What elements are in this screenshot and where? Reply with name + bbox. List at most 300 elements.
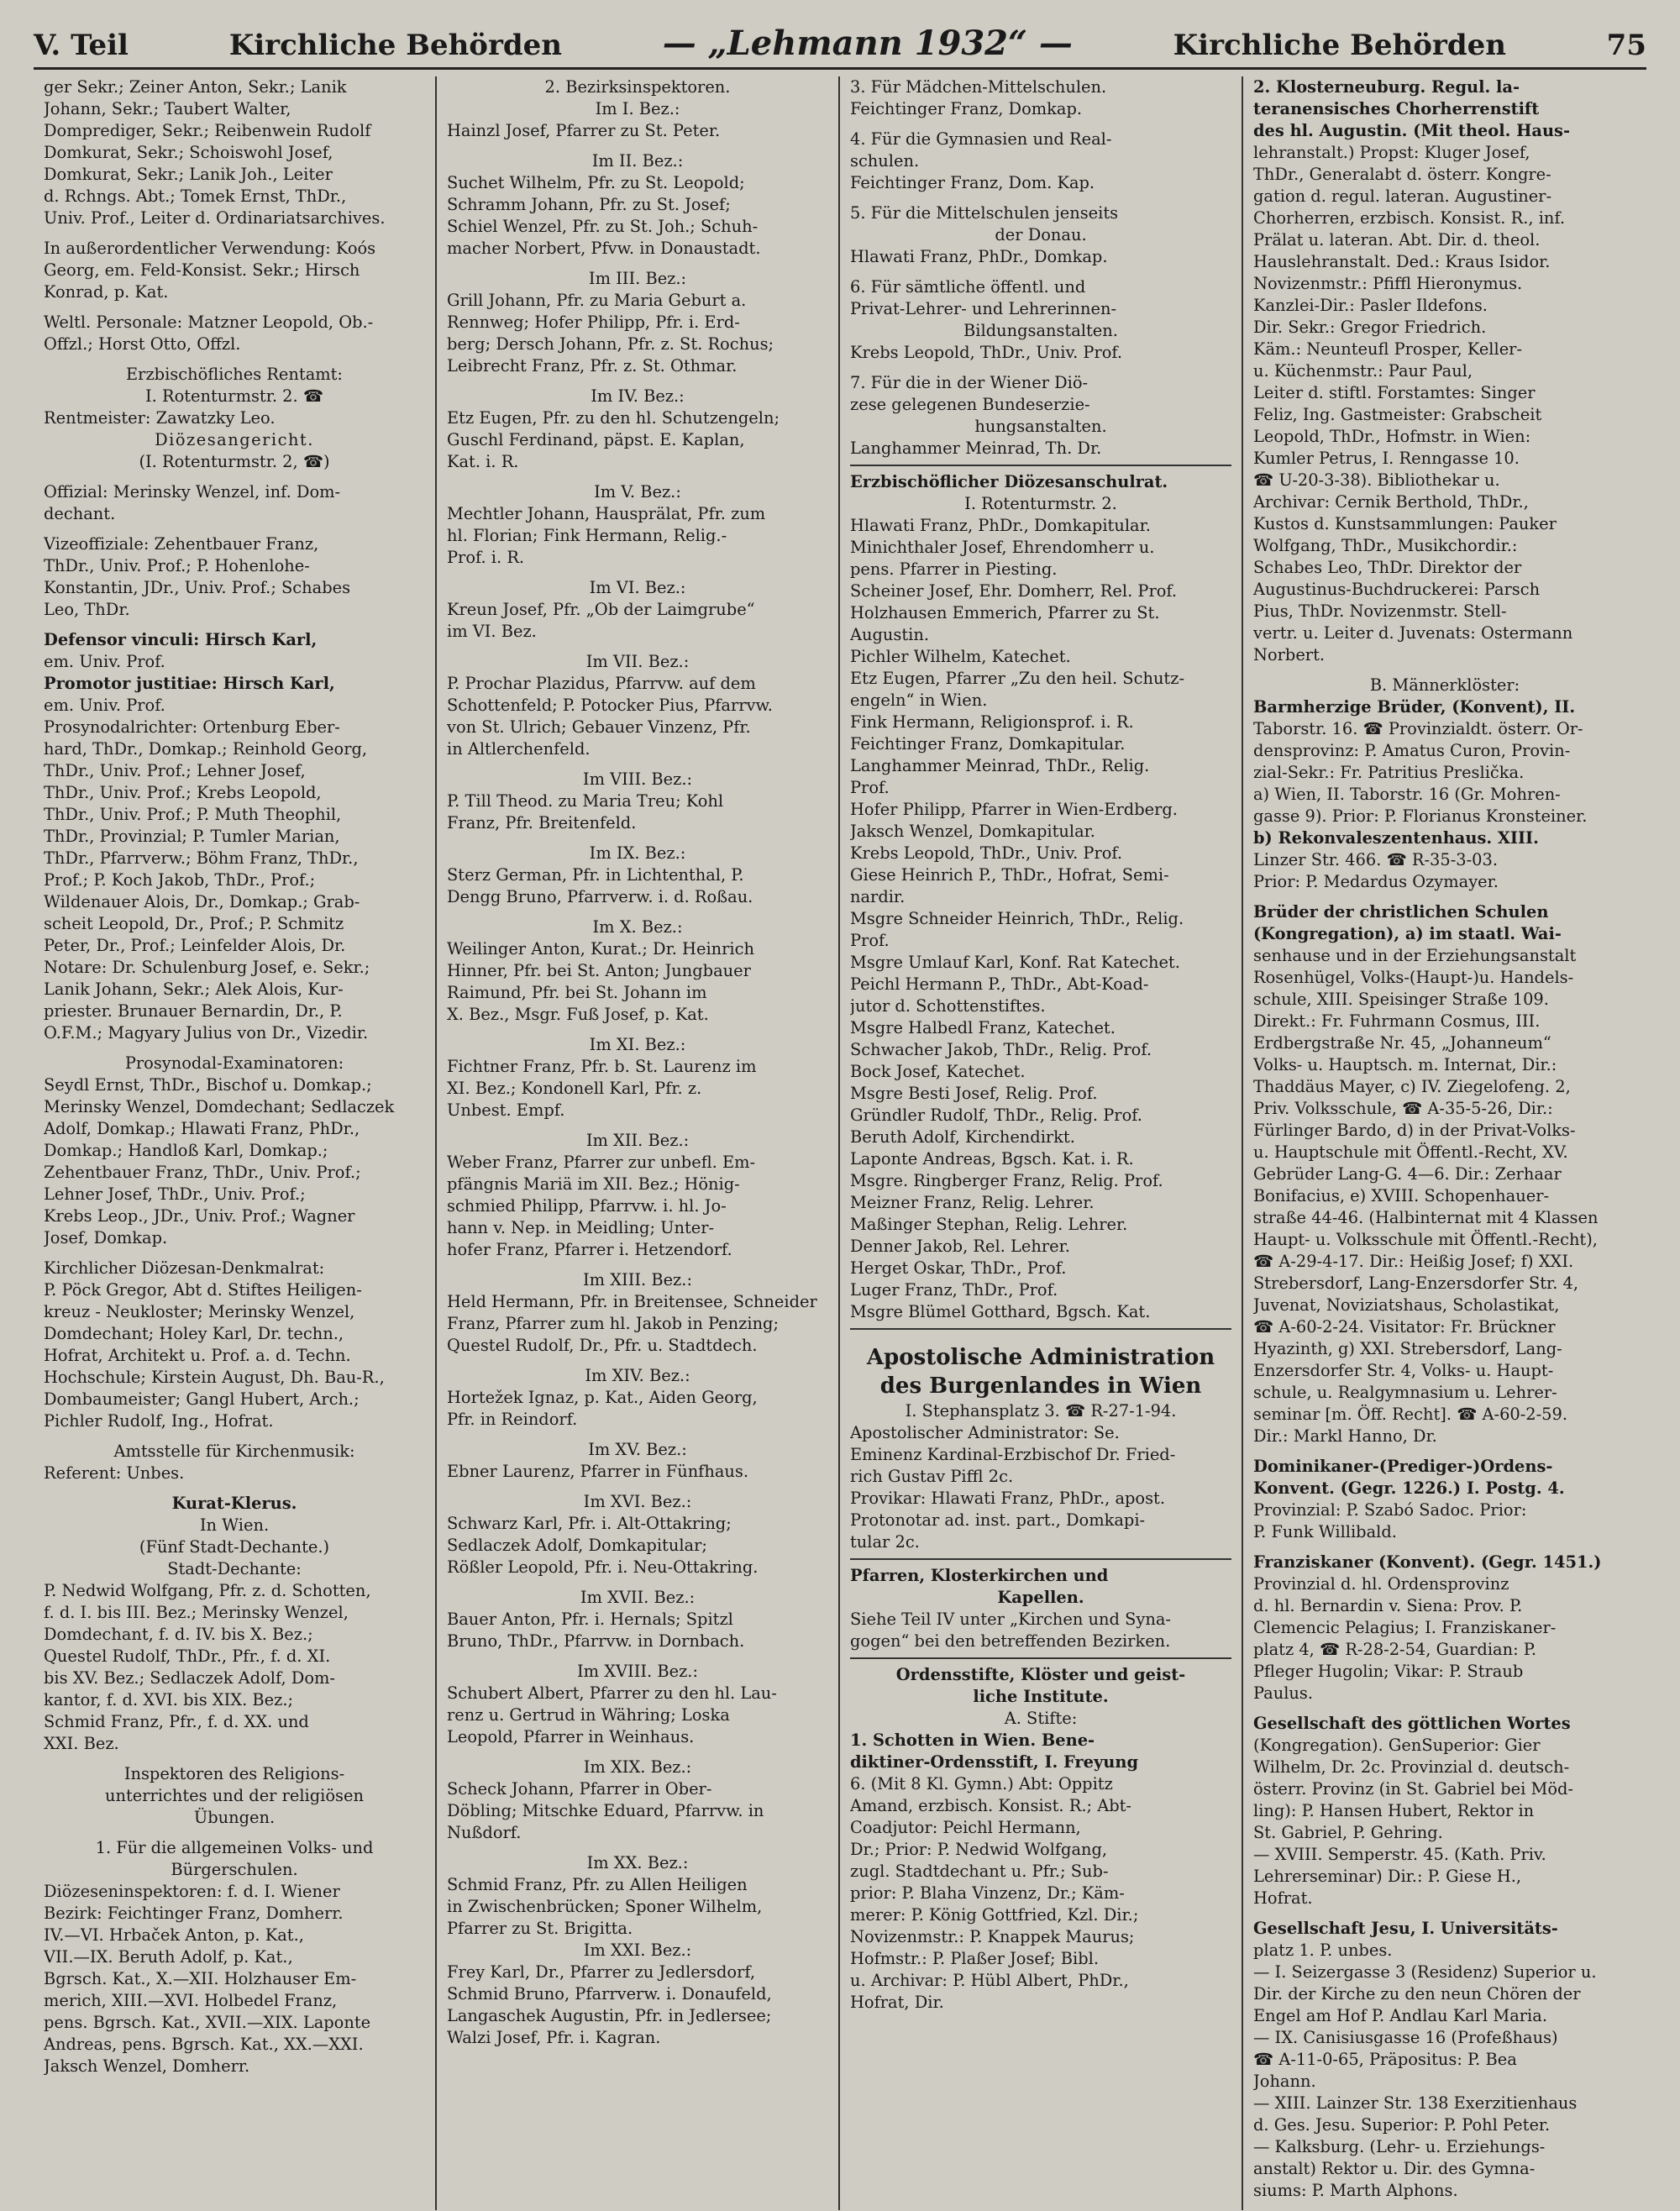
text-line: Engel am Hof P. Andlau Karl Maria. <box>1253 2006 1547 2025</box>
text-line: Döbling; Mitschke Eduard, Pfarrvw. in <box>447 1801 764 1820</box>
spacer <box>1253 1543 1636 1552</box>
spacer <box>447 834 828 843</box>
text-line: hard, ThDr., Domkap.; Reinhold Georg, <box>44 739 368 759</box>
text-line: Kumler Petrus, I. Renngasse 10. <box>1253 449 1520 468</box>
text-line: ThDr., Provinzial; P. Tumler Marian, <box>44 827 340 846</box>
text-line: Im V. Bez.: <box>594 482 681 502</box>
spacer <box>850 364 1231 372</box>
text-line: 2. Klosterneuburg. Regul. la- <box>1253 77 1520 97</box>
text-line: Schabes Leo, ThDr. Direktor der <box>1253 558 1522 577</box>
text-line: — I. Seizergasse 3 (Residenz) Superior u. <box>1253 1962 1597 1982</box>
text-line: Hofrat, Architekt u. Prof. a. d. Techn. <box>44 1346 351 1365</box>
text-line: XI. Bez.; Kondonell Karl, Pfr. z. <box>447 1079 702 1098</box>
text-line: Im XIII. Bez.: <box>583 1270 692 1289</box>
text-line: 1. Für die allgemeinen Volks- und <box>95 1838 374 1857</box>
text-line: Fürlinger Bardo, d) in der Privat-Volks- <box>1253 1121 1576 1140</box>
text-line: Protonotar ad. inst. part., Domkapi- <box>850 1510 1146 1530</box>
text-line: 4. Für die Gymnasien und Real- <box>850 129 1112 149</box>
text-line: Kirchlicher Diözesan-Denkmalrat: <box>44 1258 325 1278</box>
spacer <box>447 760 828 769</box>
text-line: Domkurat, Sekr.; Lanik Joh., Leiter <box>44 165 333 184</box>
text-line: Rennweg; Hofer Philipp, Pfr. i. Erd- <box>447 312 740 332</box>
text-line: Im III. Bez.: <box>588 269 687 288</box>
text-line: Im I. Bez.: <box>595 99 680 118</box>
text-line: gasse 9). Prior: P. Florianus Kronsteiner. <box>1253 806 1588 826</box>
text-line: 6. (Mit 8 Kl. Gymn.) Abt: Oppitz <box>850 1774 1113 1793</box>
text-line: liche Institute. <box>973 1687 1109 1706</box>
text-line: 2. Bezirksinspektoren. <box>544 77 731 97</box>
text-line: Hlawati Franz, PhDr., Domkap. <box>850 247 1108 266</box>
text-line: Haupt- u. Volksschule mit Öffentl.-Recht), <box>1253 1230 1598 1249</box>
text-line: Käm.: Neunteufl Prosper, Keller- <box>1253 339 1523 359</box>
text-line: seminar [m. Öff. Recht]. ☎ A-60-2-59. <box>1253 1405 1568 1424</box>
text-line: österr. Provinz (in St. Gabriel bei Möd- <box>1253 1779 1573 1799</box>
text-line: Jaksch Wenzel, Domkapitular. <box>850 822 1095 841</box>
text-line: Hofmstr.: P. Plaßer Josef; Bibl. <box>850 1949 1099 1968</box>
text-line: Giese Heinrich P., ThDr., Hofrat, Semi- <box>850 865 1169 885</box>
text-line: Konstantin, JDr., Univ. Prof.; Schabes <box>44 578 351 597</box>
text-line: Domkap.; Handloß Karl, Domkap.; <box>44 1141 328 1160</box>
page-header <box>34 24 1646 70</box>
text-line: Merinsky Wenzel, Domdechant; Sedlaczek <box>44 1097 395 1116</box>
section-heading: Apostolische Administration <box>866 1345 1215 1370</box>
text-line: Minichthaler Josef, Ehrendomherr u. <box>850 538 1155 557</box>
text-line: Apostolischer Administrator: Se. <box>850 1423 1120 1442</box>
text-line: Zehentbauer Franz, ThDr., Univ. Prof.; <box>44 1163 361 1182</box>
text-line: hann v. Nep. in Meidling; Unter- <box>447 1218 715 1237</box>
text-line: senhause und in der Erziehungsanstalt <box>1253 946 1577 965</box>
text-line: Amand, erzbisch. Konsist. R.; Abt- <box>850 1796 1131 1815</box>
text-line: Im XIV. Bez.: <box>585 1366 690 1385</box>
text-line: Prosynodalrichter: Ortenburg Eber- <box>44 717 340 737</box>
text-line: Domprediger, Sekr.; Reibenwein Rudolf <box>44 121 371 140</box>
text-line: ger Sekr.; Zeiner Anton, Sekr.; Lanik <box>44 77 347 97</box>
text-line: Thaddäus Mayer, c) IV. Ziegelofeng. 2, <box>1253 1077 1571 1096</box>
text-line: Josef, Domkap. <box>44 1228 168 1247</box>
text-line: Vizeoffiziale: Zehentbauer Franz, <box>44 534 319 554</box>
text-line: Konrad, p. Kat. <box>44 282 169 302</box>
text-line: diktiner-Ordensstift, I. Freyung <box>850 1752 1139 1772</box>
text-line: Jaksch Wenzel, Domherr. <box>44 2056 250 2076</box>
spacer <box>447 1483 828 1491</box>
text-line: d. Rchngs. Abt.; Tomek Ernst, ThDr., <box>44 186 347 206</box>
text-line: straße 44-46. (Halbinternat mit 4 Klassen <box>1253 1208 1599 1227</box>
text-line: Ebner Laurenz, Pfarrer in Fünfhaus. <box>447 1462 749 1481</box>
spacer <box>44 1755 425 1763</box>
text-line: Denner Jakob, Rel. Lehrer. <box>850 1237 1070 1256</box>
text-line: renz u. Gertrud in Währing; Loska <box>447 1705 730 1725</box>
text-line: Archivar: Cernik Berthold, ThDr., <box>1253 492 1529 512</box>
text-line: hl. Florian; Fink Hermann, Relig.- <box>447 526 727 545</box>
text-line: vertr. u. Leiter d. Juvenats: Ostermann <box>1253 623 1573 643</box>
text-line: f. d. I. bis III. Bez.; Merinsky Wenzel, <box>44 1603 349 1622</box>
text-line: jutor d. Schottenstiftes. <box>850 996 1046 1016</box>
column-divider <box>850 1558 1231 1560</box>
text-line: anstalt) Rektor u. Dir. des Gymna- <box>1253 2159 1536 2178</box>
text-line: lehranstalt.) Propst: Kluger Josef, <box>1253 143 1530 162</box>
text-line: Pfarrer zu St. Brigitta. <box>447 1919 633 1938</box>
text-line: Novizenmstr.: P. Knappek Maurus; <box>850 1927 1135 1946</box>
text-line: Bürgerschulen. <box>171 1860 298 1879</box>
text-line: Schubert Albert, Pfarrer zu den hl. Lau- <box>447 1683 777 1703</box>
text-line: Scheck Johann, Pfarrer in Ober- <box>447 1779 712 1799</box>
spacer <box>447 643 828 651</box>
text-line: pens. Pfarrer in Piesting. <box>850 559 1058 579</box>
text-line: Dengg Bruno, Pfarrverw. i. d. Roßau. <box>447 887 753 906</box>
text-line: XXI. Bez. <box>44 1734 119 1753</box>
text-line: Hlawati Franz, PhDr., Domkapitular. <box>850 516 1151 535</box>
text-line: dechant. <box>44 504 116 523</box>
text-line: Held Hermann, Pfr. in Breitensee, Schneider <box>447 1292 817 1311</box>
text-line: hungsanstalten. <box>974 417 1107 436</box>
text-line: Hofrat, Dir. <box>850 1993 944 2012</box>
spacer <box>447 1026 828 1034</box>
text-line: d. Ges. Jesu. Superior: P. Pohl Peter. <box>1253 2115 1551 2135</box>
text-line: nardir. <box>850 887 906 906</box>
text-line: Priv. Volksschule, ☎ A-35-5-26, Dir.: <box>1253 1099 1553 1118</box>
text-line: Schottenfeld; P. Potocker Pius, Pfarrvw. <box>447 696 773 715</box>
text-line: Barmherzige Brüder, (Konvent), II. <box>1253 697 1576 717</box>
text-line: in Altlerchenfeld. <box>447 739 591 759</box>
text-line: Leopold, ThDr., Hofmstr. in Wien: <box>1253 427 1531 446</box>
text-line: Amtsstelle für Kirchenmusik: <box>113 1442 355 1461</box>
text-line: merich, XIII.—XVI. Holbedel Franz, <box>44 1991 338 2010</box>
text-line: P. Till Theod. zu Maria Treu; Kohl <box>447 791 724 811</box>
header-title: — „Lehmann 1932“ — <box>662 24 1073 63</box>
text-line: hofer Franz, Pfarrer i. Hetzendorf. <box>447 1240 732 1259</box>
text-line: von St. Ulrich; Gebauer Vinzenz, Pfr. <box>447 717 751 737</box>
spacer <box>447 1748 828 1757</box>
text-line: Prälat u. lateran. Abt. Dir. d. theol. <box>1253 230 1541 249</box>
text-line: Bonifacius, e) XVIII. Schopenhauer- <box>1253 1186 1550 1205</box>
text-line: Gebrüder Lang-G. 4—6. Dir.: Zerhaar <box>1253 1164 1562 1184</box>
text-line: Erdbergstraße Nr. 45, „Johanneum“ <box>1253 1033 1551 1053</box>
text-line: Juvenat, Noviziatshaus, Scholastikat, <box>1253 1295 1560 1315</box>
text-line: Wolfgang, ThDr., Musikchordir.: <box>1253 536 1518 555</box>
text-line: gation d. regul. lateran. Augustiner- <box>1253 186 1552 206</box>
text-line: Seydl Ernst, ThDr., Bischof u. Domkap.; <box>44 1075 372 1095</box>
text-line: Krebs Leopold, ThDr., Univ. Prof. <box>850 343 1123 362</box>
text-line: ☎ A-29-4-17. Dir.: Heißig Josef; f) XXI. <box>1253 1252 1574 1271</box>
text-line: Bruno, ThDr., Pfarrvw. in Dornbach. <box>447 1631 745 1651</box>
text-line: I. Stephansplatz 3. ☎ R-27-1-94. <box>905 1401 1177 1421</box>
text-line: I. Rotenturmstr. 2. <box>964 494 1117 513</box>
text-line: Johann. <box>1253 2072 1316 2091</box>
text-line: teranensisches Chorherrenstift <box>1253 99 1540 118</box>
text-line: berg; Dersch Johann, Pfr. z. St. Rochus; <box>447 334 774 354</box>
text-line: Hortežek Ignaz, p. Kat., Aiden Georg, <box>447 1388 758 1407</box>
text-line: ThDr., Univ. Prof.; P. Muth Theophil, <box>44 805 342 824</box>
text-line: Sterz German, Pfr. in Lichtenthal, P. <box>447 865 744 885</box>
text-line: Msgre Schneider Heinrich, ThDr., Relig. <box>850 909 1184 928</box>
text-line: priester. Brunauer Bernardin, Dr., P. <box>44 1001 343 1021</box>
text-line: u. Archivar: P. Hübl Albert, PhDr., <box>850 1971 1129 1990</box>
text-line: Pfleger Hugolin; Vikar: P. Straub <box>1253 1662 1524 1681</box>
text-line: Pichler Rudolf, Ing., Hofrat. <box>44 1411 274 1431</box>
text-line: Offzl.; Horst Otto, Offzl. <box>44 334 241 354</box>
text-line: Fink Hermann, Religionsprof. i. R. <box>850 712 1134 732</box>
text-line: — XVIII. Semperstr. 45. (Kath. Priv. <box>1253 1845 1546 1864</box>
text-line: Hofer Philipp, Pfarrer in Wien-Erdberg. <box>850 800 1178 819</box>
text-line: Questel Rudolf, ThDr., Pfr., f. d. XI. <box>44 1646 331 1666</box>
spacer <box>850 1335 1231 1343</box>
text-line: Strebersdorf, Lang-Enzersdorfer Str. 4, <box>1253 1274 1579 1293</box>
text-line: — XIII. Lainzer Str. 138 Exerzitienhaus <box>1253 2093 1578 2113</box>
text-line: Georg, em. Feld-Konsist. Sekr.; Hirsch <box>44 260 360 280</box>
text-line: Provinzial d. hl. Ordensprovinz <box>1253 1574 1509 1594</box>
column-1 <box>34 76 437 2210</box>
text-line: Leiter d. stiftl. Forstamtes: Singer <box>1253 383 1536 402</box>
text-line: Im XVII. Bez.: <box>580 1588 696 1607</box>
text-line: Johann, Sekr.; Taubert Walter, <box>44 99 291 118</box>
text-line: Franz, Pfr. Breitenfeld. <box>447 813 637 832</box>
text-line: schule, u. Realgymnasium u. Lehrer- <box>1253 1383 1557 1402</box>
text-line: Wilhelm, Dr. 2c. Provinzial d. deutsch- <box>1253 1757 1570 1777</box>
text-line: Sedlaczek Adolf, Domkapitular; <box>447 1536 707 1555</box>
column-divider <box>850 465 1231 466</box>
text-line: Im IX. Bez.: <box>589 843 686 863</box>
text-line: d. hl. Bernardin v. Siena: Prov. P. <box>1253 1596 1523 1615</box>
text-line: Gesellschaft des göttlichen Wortes <box>1253 1714 1571 1733</box>
text-line: b) Rekonvaleszentenhaus. XIII. <box>1253 828 1539 848</box>
text-line: Im X. Bez.: <box>592 917 683 937</box>
text-line: Referent: Unbes. <box>44 1463 185 1483</box>
text-line: Norbert. <box>1253 645 1326 664</box>
spacer <box>850 120 1231 129</box>
text-line: Taborstr. 16. ☎ Provinzialdt. österr. Or- <box>1253 719 1583 738</box>
text-line: 1. Schotten in Wien. Bene- <box>850 1730 1095 1750</box>
text-line: Im XII. Bez.: <box>585 1131 690 1150</box>
text-line: Im VII. Bez.: <box>585 652 690 671</box>
text-line: Im VI. Bez.: <box>589 578 686 597</box>
text-line: Volks- u. Hauptsch. m. Internat, Dir.: <box>1253 1055 1557 1074</box>
text-line: der Donau. <box>995 225 1087 244</box>
spacer <box>447 1261 828 1269</box>
text-line: Leibrecht Franz, Pfr. z. St. Othmar. <box>447 356 738 376</box>
text-line: Frey Karl, Dr., Pfarrer zu Jedlersdorf, <box>447 1962 756 1982</box>
text-line: Kat. i. R. <box>447 452 519 471</box>
text-line: Pichler Wilhelm, Katechet. <box>850 647 1071 666</box>
text-line: unterrichtes und der religiösen <box>105 1786 364 1805</box>
text-line: (Fünf Stadt-Dechante.) <box>139 1537 330 1557</box>
text-line: gogen“ bei den betreffenden Bezirken. <box>850 1631 1171 1651</box>
text-line: X. Bez., Msgr. Fuß Josef, p. Kat. <box>447 1005 709 1024</box>
text-line: Feichtinger Franz, Domkapitular. <box>850 734 1126 754</box>
text-line: 3. Für Mädchen-Mittelschulen. <box>850 77 1107 97</box>
spacer <box>850 194 1231 202</box>
text-line: Pfarren, Klosterkirchen und <box>850 1566 1109 1585</box>
text-line: Dr.; Prior: P. Nedwid Wolfgang, <box>850 1840 1108 1859</box>
text-line: Im XX. Bez.: <box>586 1853 689 1872</box>
column-divider <box>850 1657 1231 1659</box>
text-line: Im II. Bez.: <box>591 151 684 171</box>
text-line: platz 4, ☎ R-28-2-54, Guardian: P. <box>1253 1640 1537 1659</box>
spacer <box>44 1044 425 1053</box>
text-line: Franz, Pfarrer zum hl. Jakob in Penzing; <box>447 1314 779 1333</box>
text-line: Brüder der christlichen Schulen <box>1253 902 1549 922</box>
text-line: Univ. Prof., Leiter d. Ordinariatsarchives. <box>44 208 386 228</box>
spacer <box>447 260 828 268</box>
text-line: Dir. Sekr.: Gregor Friedrich. <box>1253 318 1487 337</box>
text-line: VII.—IX. Beruth Adolf, p. Kat., <box>44 1947 293 1967</box>
text-line: Langhammer Meinrad, Th. Dr. <box>850 439 1102 458</box>
text-line: Weilinger Anton, Kurat.; Dr. Heinrich <box>447 939 754 958</box>
text-line: Stadt-Dechante: <box>167 1559 302 1578</box>
text-line: em. Univ. Prof. <box>44 652 165 671</box>
text-line: Erzbischöflicher Diözesanschulrat. <box>850 472 1168 491</box>
text-line: Walzi Josef, Pfr. i. Kagran. <box>447 2028 661 2047</box>
text-line: engeln“ in Wien. <box>850 691 988 710</box>
text-line: Grill Johann, Pfr. zu Maria Geburt a. <box>447 291 747 310</box>
text-line: schmied Philipp, Pfarrvw. i. hl. Jo- <box>447 1196 727 1216</box>
text-line: Direkt.: Fr. Fuhrmann Cosmus, III. <box>1253 1011 1541 1031</box>
text-line: Kapellen. <box>997 1588 1084 1607</box>
text-line: zese gelegenen Bundeserzie- <box>850 395 1090 414</box>
text-line: a) Wien, II. Taborstr. 16 (Gr. Mohren- <box>1253 785 1561 804</box>
text-line: Konvent. (Gegr. 1226.) I. Postg. 4. <box>1253 1478 1565 1498</box>
text-line: P. Nedwid Wolfgang, Pfr. z. d. Schotten, <box>44 1581 371 1600</box>
text-line: P. Funk Willibald. <box>1253 1522 1397 1541</box>
text-line: Msgre. Ringberger Franz, Relig. Prof. <box>850 1171 1163 1190</box>
text-line: O.F.M.; Magyary Julius von Dr., Vizedir. <box>44 1023 369 1042</box>
text-line: Lanik Johann, Sekr.; Alek Alois, Kur- <box>44 979 344 999</box>
text-line: Feliz, Ing. Gastmeister: Grabscheit <box>1253 405 1542 424</box>
text-line: Bauer Anton, Pfr. i. Hernals; Spitzl <box>447 1610 733 1629</box>
text-line: Schwacher Jakob, ThDr., Relig. Prof. <box>850 1040 1152 1059</box>
text-line: Inspektoren des Religions- <box>123 1764 345 1783</box>
text-line: Clemencic Pelagius; I. Franziskaner- <box>1253 1618 1557 1637</box>
text-line: Mechtler Johann, Hausprälat, Pfr. zum <box>447 504 766 523</box>
text-line: Augustinus-Buchdruckerei: Parsch <box>1253 580 1541 599</box>
text-line: Kustos d. Kunstsammlungen: Pauker <box>1253 514 1557 533</box>
text-line: Hochschule; Kirstein August, Dh. Bau-R., <box>44 1368 385 1387</box>
spacer <box>447 1121 828 1130</box>
text-line: Herget Oskar, ThDr., Prof. <box>850 1258 1067 1278</box>
spacer <box>447 1844 828 1852</box>
spacer <box>44 1484 425 1493</box>
text-line: siums: P. Marth Alphons. <box>1253 2181 1458 2200</box>
spacer <box>44 621 425 629</box>
text-line: prior: P. Blaha Vinzenz, Dr.; Käm- <box>850 1883 1125 1903</box>
text-line: Suchet Wilhelm, Pfr. zu St. Leopold; <box>447 173 745 192</box>
text-line: in Zwischenbrücken; Sponer Wilhelm, <box>447 1897 763 1916</box>
text-line: — IX. Canisiusgasse 16 (Profeßhaus) <box>1253 2028 1558 2047</box>
header-part-label: V. Teil <box>34 29 129 62</box>
text-line: Pfr. in Reindorf. <box>447 1410 578 1429</box>
text-line: ThDr., Univ. Prof.; Lehner Josef, <box>44 761 306 780</box>
text-line: In außerordentlicher Verwendung: Koós <box>44 239 376 258</box>
text-line: Im XI. Bez.: <box>589 1035 686 1054</box>
text-line: Langhammer Meinrad, ThDr., Relig. <box>850 756 1150 775</box>
spacer <box>44 1249 425 1258</box>
text-line: Bildungsanstalten. <box>963 321 1118 340</box>
text-line: Im XIX. Bez.: <box>583 1757 692 1777</box>
text-line: In Wien. <box>199 1515 270 1535</box>
text-line: ThDr., Univ. Prof.; P. Hohenlohe- <box>44 556 310 575</box>
text-line: Prof.; P. Koch Jakob, ThDr., Prof.; <box>44 870 316 890</box>
text-line: Prof. <box>850 778 890 797</box>
text-line: Im VIII. Bez.: <box>582 769 693 789</box>
text-line: Peter, Dr., Prof.; Leinfelder Alois, Dr. <box>44 936 346 955</box>
text-line: platz 1. P. unbes. <box>1253 1941 1393 1960</box>
text-line: Hofrat. <box>1253 1888 1313 1908</box>
text-line: Im XVI. Bez.: <box>583 1492 692 1511</box>
text-line: Hinner, Pfr. bei St. Anton; Jungbauer <box>447 961 751 980</box>
text-line: Domdechant, f. d. IV. bis X. Bez.; <box>44 1625 313 1644</box>
text-line: Linzer Str. 466. ☎ R-35-3-03. <box>1253 850 1498 869</box>
text-line: ☎ A-60-2-24. Visitator: Fr. Brückner <box>1253 1317 1556 1337</box>
column-4 <box>1243 76 1646 2210</box>
text-line: Hyazinth, g) XXI. Strebersdorf, Lang- <box>1253 1339 1562 1358</box>
column-2 <box>437 76 840 2210</box>
spacer <box>447 142 828 150</box>
text-line: kreuz - Neukloster; Merinsky Wenzel, <box>44 1302 355 1321</box>
text-line: em. Univ. Prof. <box>44 696 165 715</box>
text-line: ☎ U-20-3-38). Bibliothekar u. <box>1253 470 1500 490</box>
spacer <box>44 229 425 238</box>
text-line: scheit Leopold, Dr., Prof.; P. Schmitz <box>44 914 344 933</box>
text-line: St. Gabriel, P. Gehring. <box>1253 1823 1443 1842</box>
text-line: Prof. <box>850 931 890 950</box>
text-line: Defensor vinculi: Hirsch Karl, <box>44 630 318 649</box>
text-line: Eminenz Kardinal-Erzbischof Dr. Fried- <box>850 1445 1176 1464</box>
text-line: Promotor justitiae: Hirsch Karl, <box>44 674 335 693</box>
text-line: Bezirk: Feichtinger Franz, Domherr. <box>44 1904 344 1923</box>
text-line: Privat-Lehrer- und Lehrerinnen- <box>850 299 1117 318</box>
text-line: u. Hauptschule mit Öffentl.-Recht, XV. <box>1253 1142 1568 1162</box>
text-line: Provinzial: P. Szabó Sadoc. Prior: <box>1253 1500 1527 1520</box>
text-line: Weber Franz, Pfarrer zur unbefl. Em- <box>447 1153 756 1172</box>
text-line: Beruth Adolf, Kirchendirkt. <box>850 1127 1075 1147</box>
text-line: Etz Eugen, Pfr. zu den hl. Schutzengeln; <box>447 408 780 428</box>
text-line: Andreas, pens. Bgrsch. Kat., XX.—XXI. <box>44 2035 364 2054</box>
text-line: (Kongregation). GenSuperior: Gier <box>1253 1736 1541 1755</box>
text-line: Schramm Johann, Pfr. zu St. Josef; <box>447 195 731 214</box>
text-line: im VI. Bez. <box>447 622 537 641</box>
spacer <box>447 377 828 386</box>
text-line: Offizial: Merinsky Wenzel, inf. Dom- <box>44 482 341 502</box>
text-line: Dir.: Markl Hanno, Dr. <box>1253 1426 1437 1446</box>
text-line: ThDr., Pfarrverw.; Böhm Franz, ThDr., <box>44 848 359 868</box>
text-line: 7. Für die in der Wiener Diö- <box>850 373 1089 392</box>
text-line: (Kongregation), a) im staatl. Wai- <box>1253 924 1562 943</box>
text-line: Unbest. Empf. <box>447 1100 565 1120</box>
text-line: Siehe Teil IV unter „Kirchen und Syna- <box>850 1610 1171 1629</box>
text-line: Laponte Andreas, Bgsch. Kat. i. R. <box>850 1149 1134 1169</box>
spacer <box>447 1578 828 1587</box>
text-line: P. Prochar Plazidus, Pfarrvw. auf dem <box>447 674 756 693</box>
text-line: macher Norbert, Pfvw. in Donaustadt. <box>447 239 761 258</box>
text-line: Erzbischöfliches Rentamt: <box>126 365 343 384</box>
text-line: P. Pöck Gregor, Abt d. Stiftes Heiligen- <box>44 1280 362 1300</box>
header-section-right: Kirchliche Behörden <box>1173 29 1506 62</box>
text-line: Prof. i. R. <box>447 548 525 567</box>
text-line: Langaschek Augustin, Pfr. in Jedlersee; <box>447 2006 772 2025</box>
text-line: Im XXI. Bez.: <box>583 1941 692 1960</box>
text-columns <box>34 76 1646 2210</box>
text-line: Luger Franz, ThDr., Prof. <box>850 1280 1058 1300</box>
text-line: pens. Bgrsch. Kat., XVII.—XIX. Laponte <box>44 2013 371 2032</box>
text-line: Msgre Umlauf Karl, Konf. Rat Katechet. <box>850 953 1180 972</box>
spacer <box>447 569 828 577</box>
text-line: Holzhausen Emmerich, Pfarrer zu St. <box>850 603 1160 622</box>
spacer <box>447 908 828 916</box>
text-line: (I. Rotenturmstr. 2, ☎) <box>139 452 330 471</box>
spacer <box>1253 893 1636 901</box>
text-line: densprovinz: P. Amatus Curon, Provin- <box>1253 741 1571 760</box>
section-heading: des Burgenlandes in Wien <box>879 1373 1202 1399</box>
text-line: Franziskaner (Konvent). (Gegr. 1451.) <box>1253 1552 1602 1572</box>
